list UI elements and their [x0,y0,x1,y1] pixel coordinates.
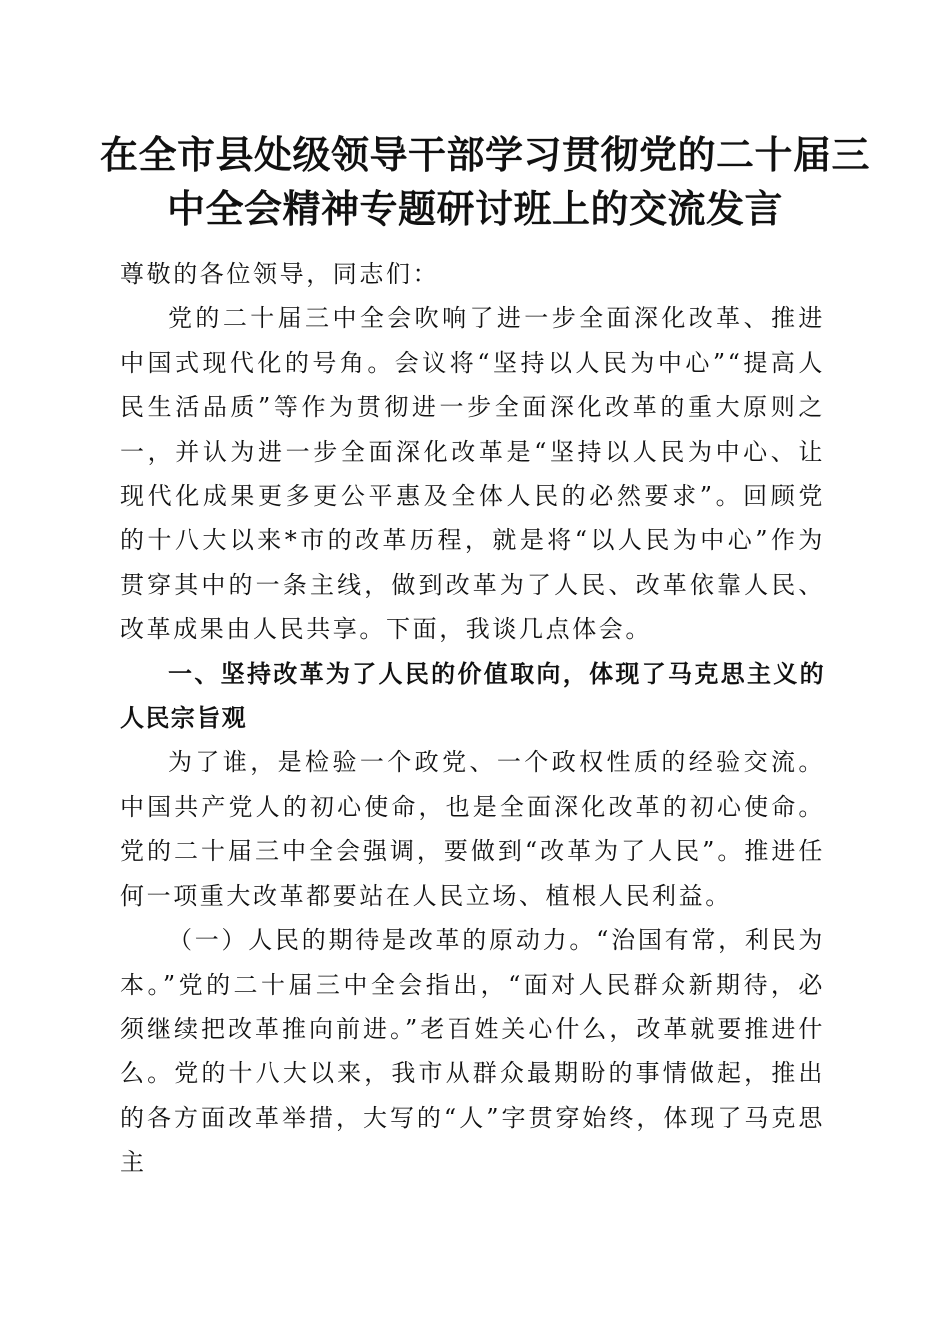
section-paragraph: 为了谁，是检验一个政党、一个政权性质的经验交流。中国共产党人的初心使命，也是全面深化改革的初心使命。党的二十届三中全会强调，要做到“改革为了人民”。推进任何一项重大改革都要站在人民立场、植根人民利益。 [120,748,825,910]
section-heading: 一、坚持改革为了人民的价值取向，体现了马克思主义的人民宗旨观 [120,659,825,733]
title-line-1: 在全市县处级领导干部学习贯彻党的二十届三 [100,132,871,177]
document-title [100,128,871,236]
subsection-paragraph: （一）人民的期待是改革的原动力。“治国有常，利民为本。”党的二十届三中全会指出，“面对人民群众新期待，必须继续把改革推向前进。”老百姓关心什么，改革就要推进什么。党的十八大以来，我市从群众最期盼的事情做起，推出的各方面改革举措，大写的“人”字贯穿始终，体现了马克思主 [120,926,825,1177]
title-line-2: 中全会精神专题研讨班上的交流发言 [166,186,783,231]
salutation: 尊敬的各位领导，同志们： [120,260,440,288]
document-body [120,252,825,1185]
intro-paragraph: 党的二十届三中全会吹响了进一步全面深化改革、推进中国式现代化的号角。会议将“坚持以人民为中心”“提高人民生活品质”等作为贯彻进一步全面深化改革的重大原则之一，并认为进一步全面深化改革是“坚持以人民为中心、让现代化成果更多更公平惠及全体人民的必然要求”。回顾党的十八大以来*市的改革历程，就是将“以人民为中心”作为贯穿其中的一条主线，做到改革为了人民、改革依靠人民、改革成果由人民共享。下面，我谈几点体会。 [120,304,825,644]
